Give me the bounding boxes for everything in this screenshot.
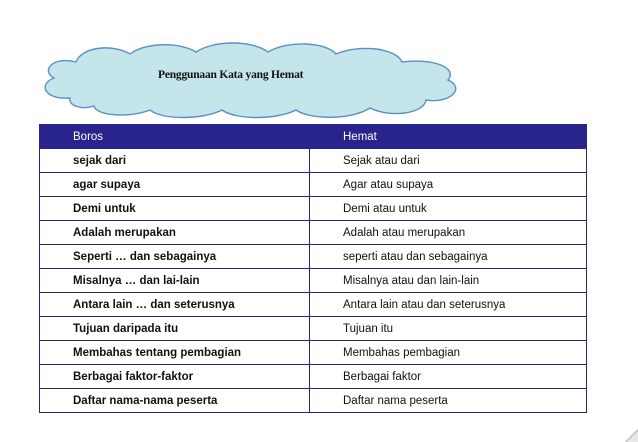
header-hemat: Hemat xyxy=(310,125,587,149)
cell-boros: Adalah merupakan xyxy=(40,221,310,245)
table-row xyxy=(40,245,587,269)
cell-boros: Seperti … dan sebagainya xyxy=(40,245,310,269)
cell-boros: Misalnya … dan lai-lain xyxy=(40,269,310,293)
cell-hemat: Misalnya atau dan lain-lain xyxy=(310,269,587,293)
cell-boros: Tujuan daripada itu xyxy=(40,317,310,341)
cell-boros: sejak dari xyxy=(40,149,310,173)
cell-boros: Membahas tentang pembagian xyxy=(40,341,310,365)
table-row xyxy=(40,197,587,221)
cell-hemat: Membahas pembagian xyxy=(310,341,587,365)
table-header-row xyxy=(40,125,587,149)
cloud-title: Penggunaan Kata yang Hemat xyxy=(158,69,304,81)
cell-hemat: Daftar nama peserta xyxy=(310,389,587,413)
header-boros: Boros xyxy=(40,125,310,149)
cell-hemat: Agar atau supaya xyxy=(310,173,587,197)
table-row xyxy=(40,221,587,245)
cell-hemat: Tujuan itu xyxy=(310,317,587,341)
page-curl-icon xyxy=(624,428,638,442)
cell-boros: Demi untuk xyxy=(40,197,310,221)
cell-hemat: Demi atau untuk xyxy=(310,197,587,221)
words-table xyxy=(39,124,587,413)
cell-hemat: Berbagai faktor xyxy=(310,365,587,389)
cell-hemat: Antara lain atau dan seterusnya xyxy=(310,293,587,317)
cell-hemat: Adalah atau merupakan xyxy=(310,221,587,245)
cell-hemat: seperti atau dan sebagainya xyxy=(310,245,587,269)
cell-boros: Antara lain … dan seterusnya xyxy=(40,293,310,317)
table-row xyxy=(40,173,587,197)
table-row xyxy=(40,389,587,413)
cell-boros: agar supaya xyxy=(40,173,310,197)
table-row xyxy=(40,365,587,389)
table-row xyxy=(40,269,587,293)
cell-boros: Daftar nama-nama peserta xyxy=(40,389,310,413)
table-row xyxy=(40,341,587,365)
cell-boros: Berbagai faktor-faktor xyxy=(40,365,310,389)
table-row xyxy=(40,317,587,341)
table-row xyxy=(40,149,587,173)
table-row xyxy=(40,293,587,317)
cell-hemat: Sejak atau dari xyxy=(310,149,587,173)
